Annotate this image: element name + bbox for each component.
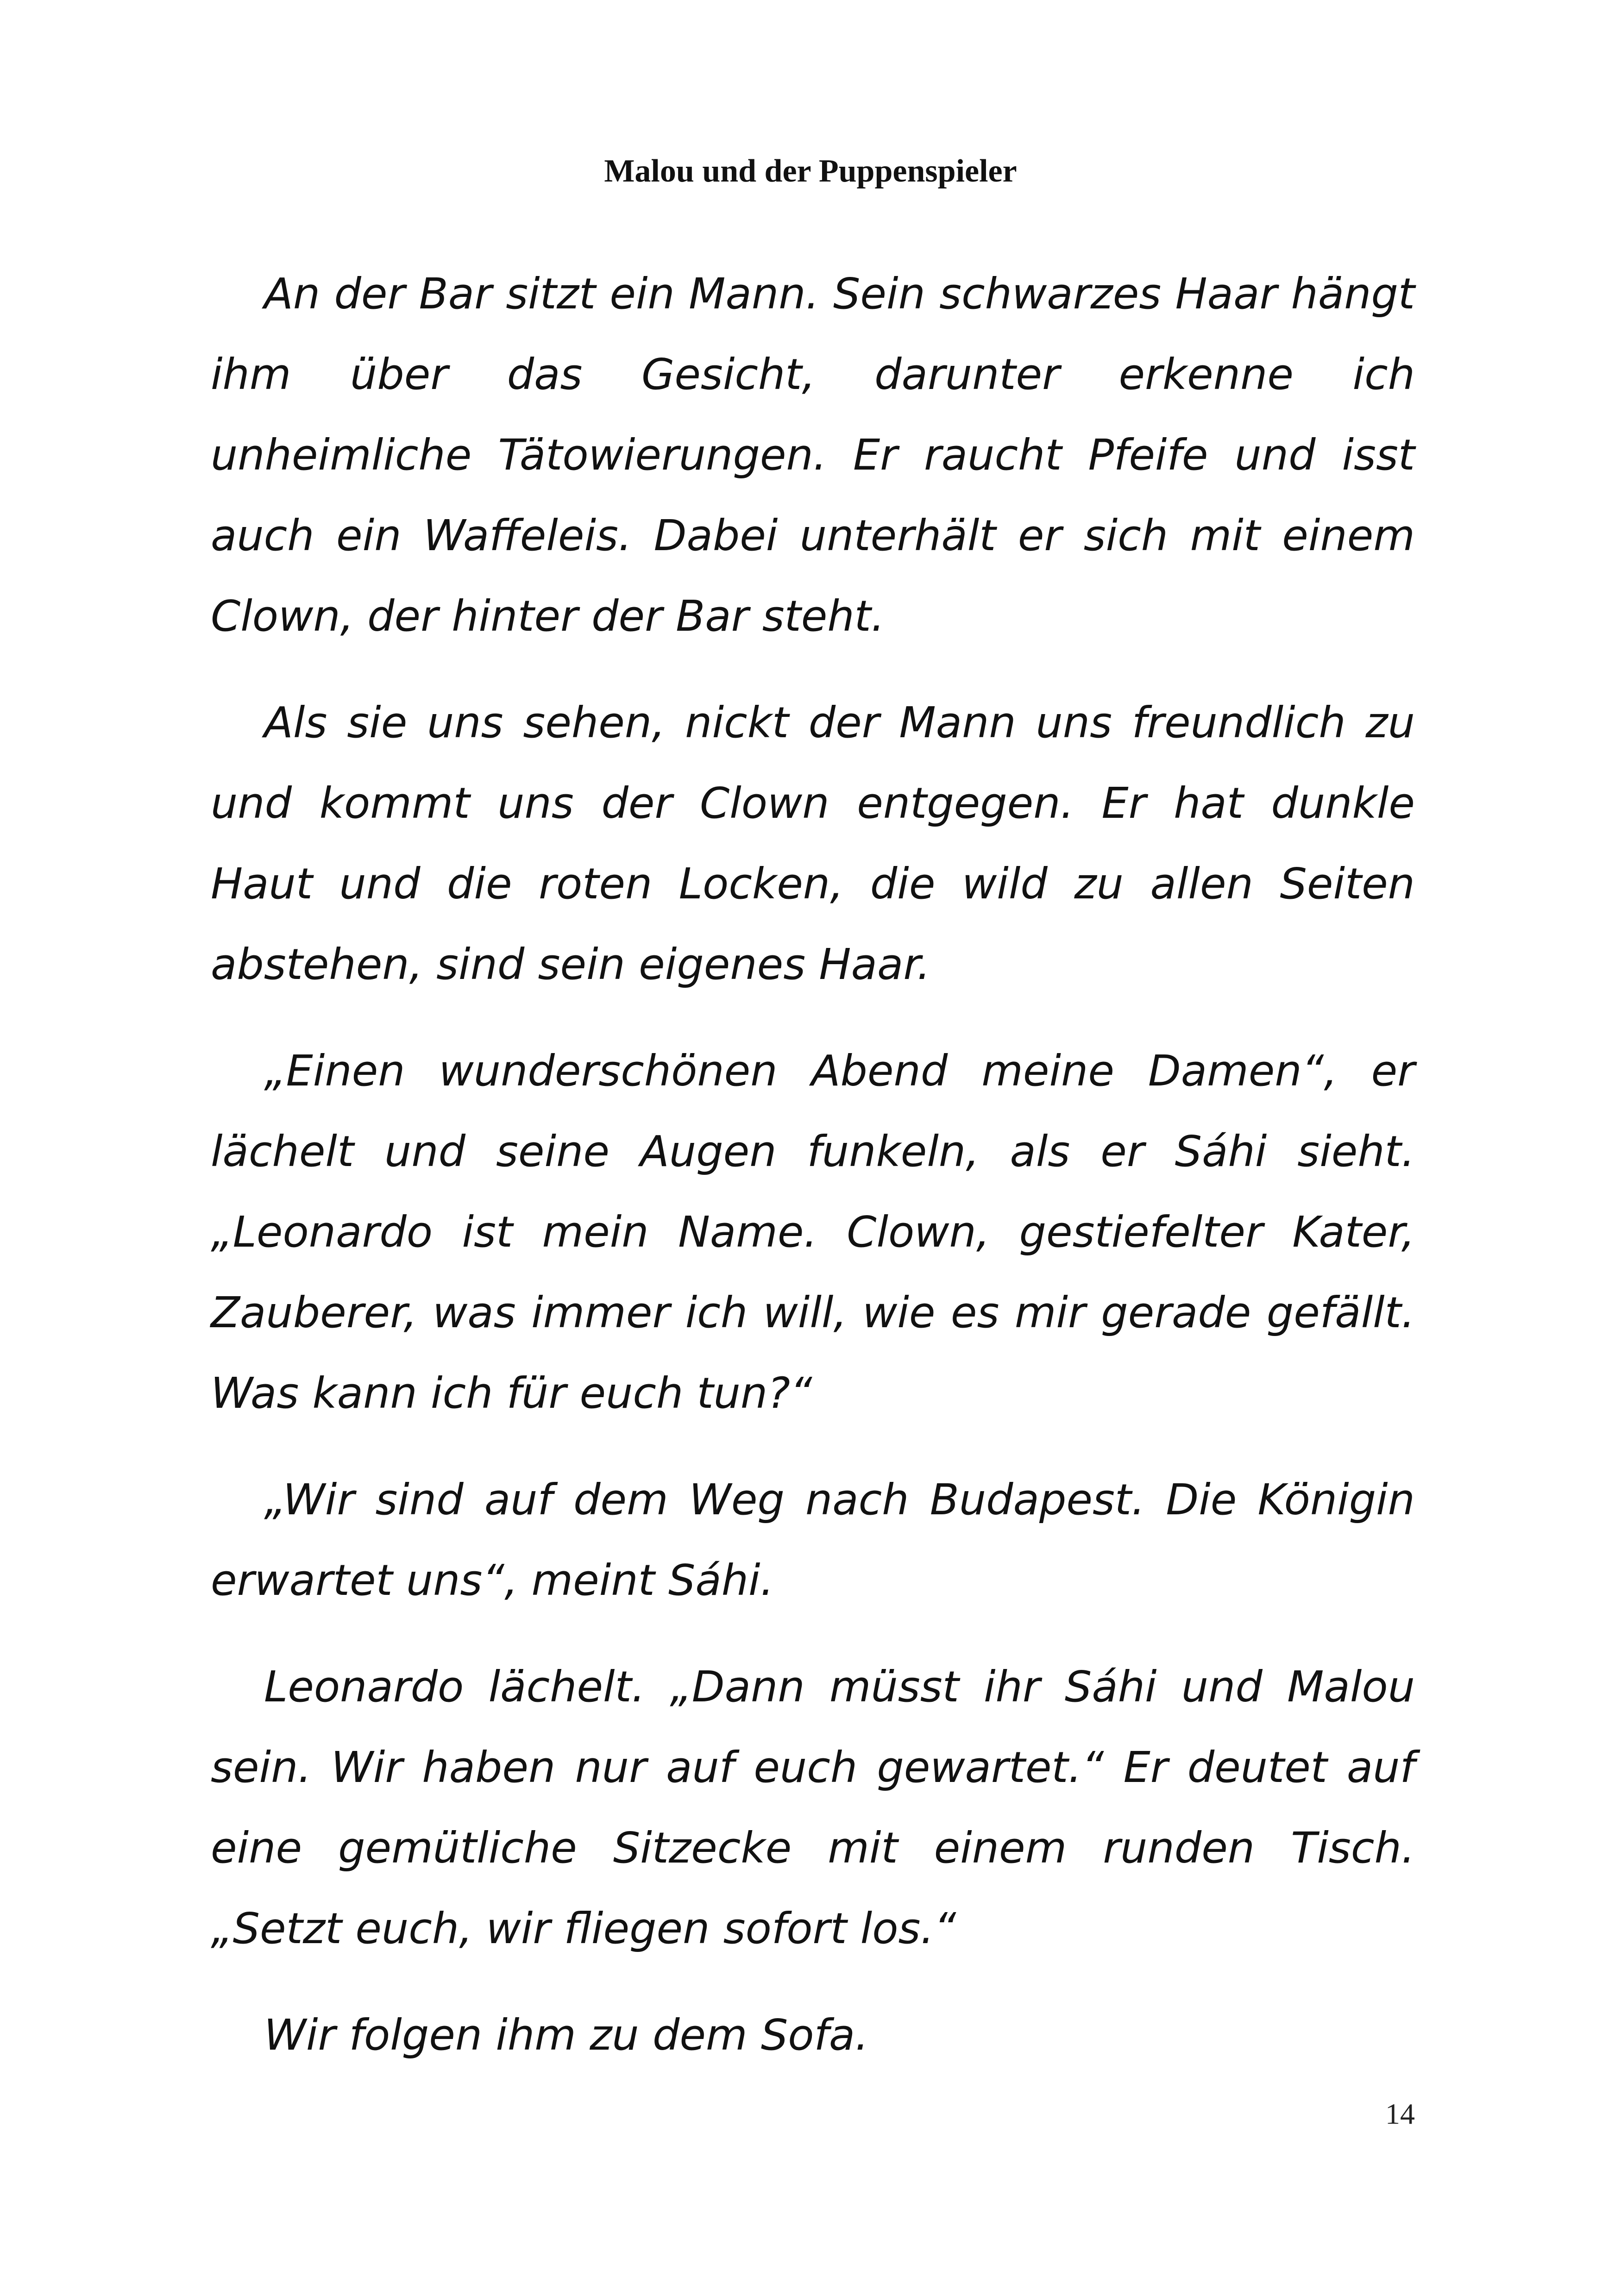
paragraph-budapest: „Wir sind auf dem Weg nach Budapest. Die Königin erwartet uns“, meint Sáhi. <box>211 1475 1415 1605</box>
page-number: 14 <box>1385 2097 1415 2130</box>
paragraph-leonardo-greeting: „Einen wunderschönen Abend meine Damen“, er lächelt und seine Augen funkeln, als er Sáhi sieht. „Leonardo ist mein Name. Clown, gestiefelter Kater, Zauberer, was immer ich will, wie es mir gerade gefällt. Was kann ich für euch tun?“ <box>211 1046 1415 1418</box>
body-text <box>211 254 1415 2102</box>
paragraph-clown-approaches: Als sie uns sehen, nickt der Mann uns freundlich zu und kommt uns der Clown entgegen. Er hat dunkle Haut und die roten Locken, die wild zu allen Seiten abstehen, sind sein eigenes Haar. <box>211 698 1415 989</box>
paragraph-sofa: Wir folgen ihm zu dem Sofa. <box>264 2010 869 2060</box>
paragraph-bar-man: An der Bar sitzt ein Mann. Sein schwarzes Haar hängt ihm über das Gesicht, darunter erkenne ich unheimliche Tätowierungen. Er raucht Pfeife und isst auch ein Waffeleis. Dabei unterhält er sich mit einem Clown, der hinter der Bar steht. <box>211 269 1415 641</box>
paragraph-leonardo-reply: Leonardo lächelt. „Dann müsst ihr Sáhi und Malou sein. Wir haben nur auf euch gewartet.“ Er deutet auf eine gemütliche Sitzecke mit einem runden Tisch. „Setzt euch, wir fliegen sofort los.“ <box>211 1662 1415 1953</box>
running-header-title: Malou und der Puppenspieler <box>604 153 1017 189</box>
